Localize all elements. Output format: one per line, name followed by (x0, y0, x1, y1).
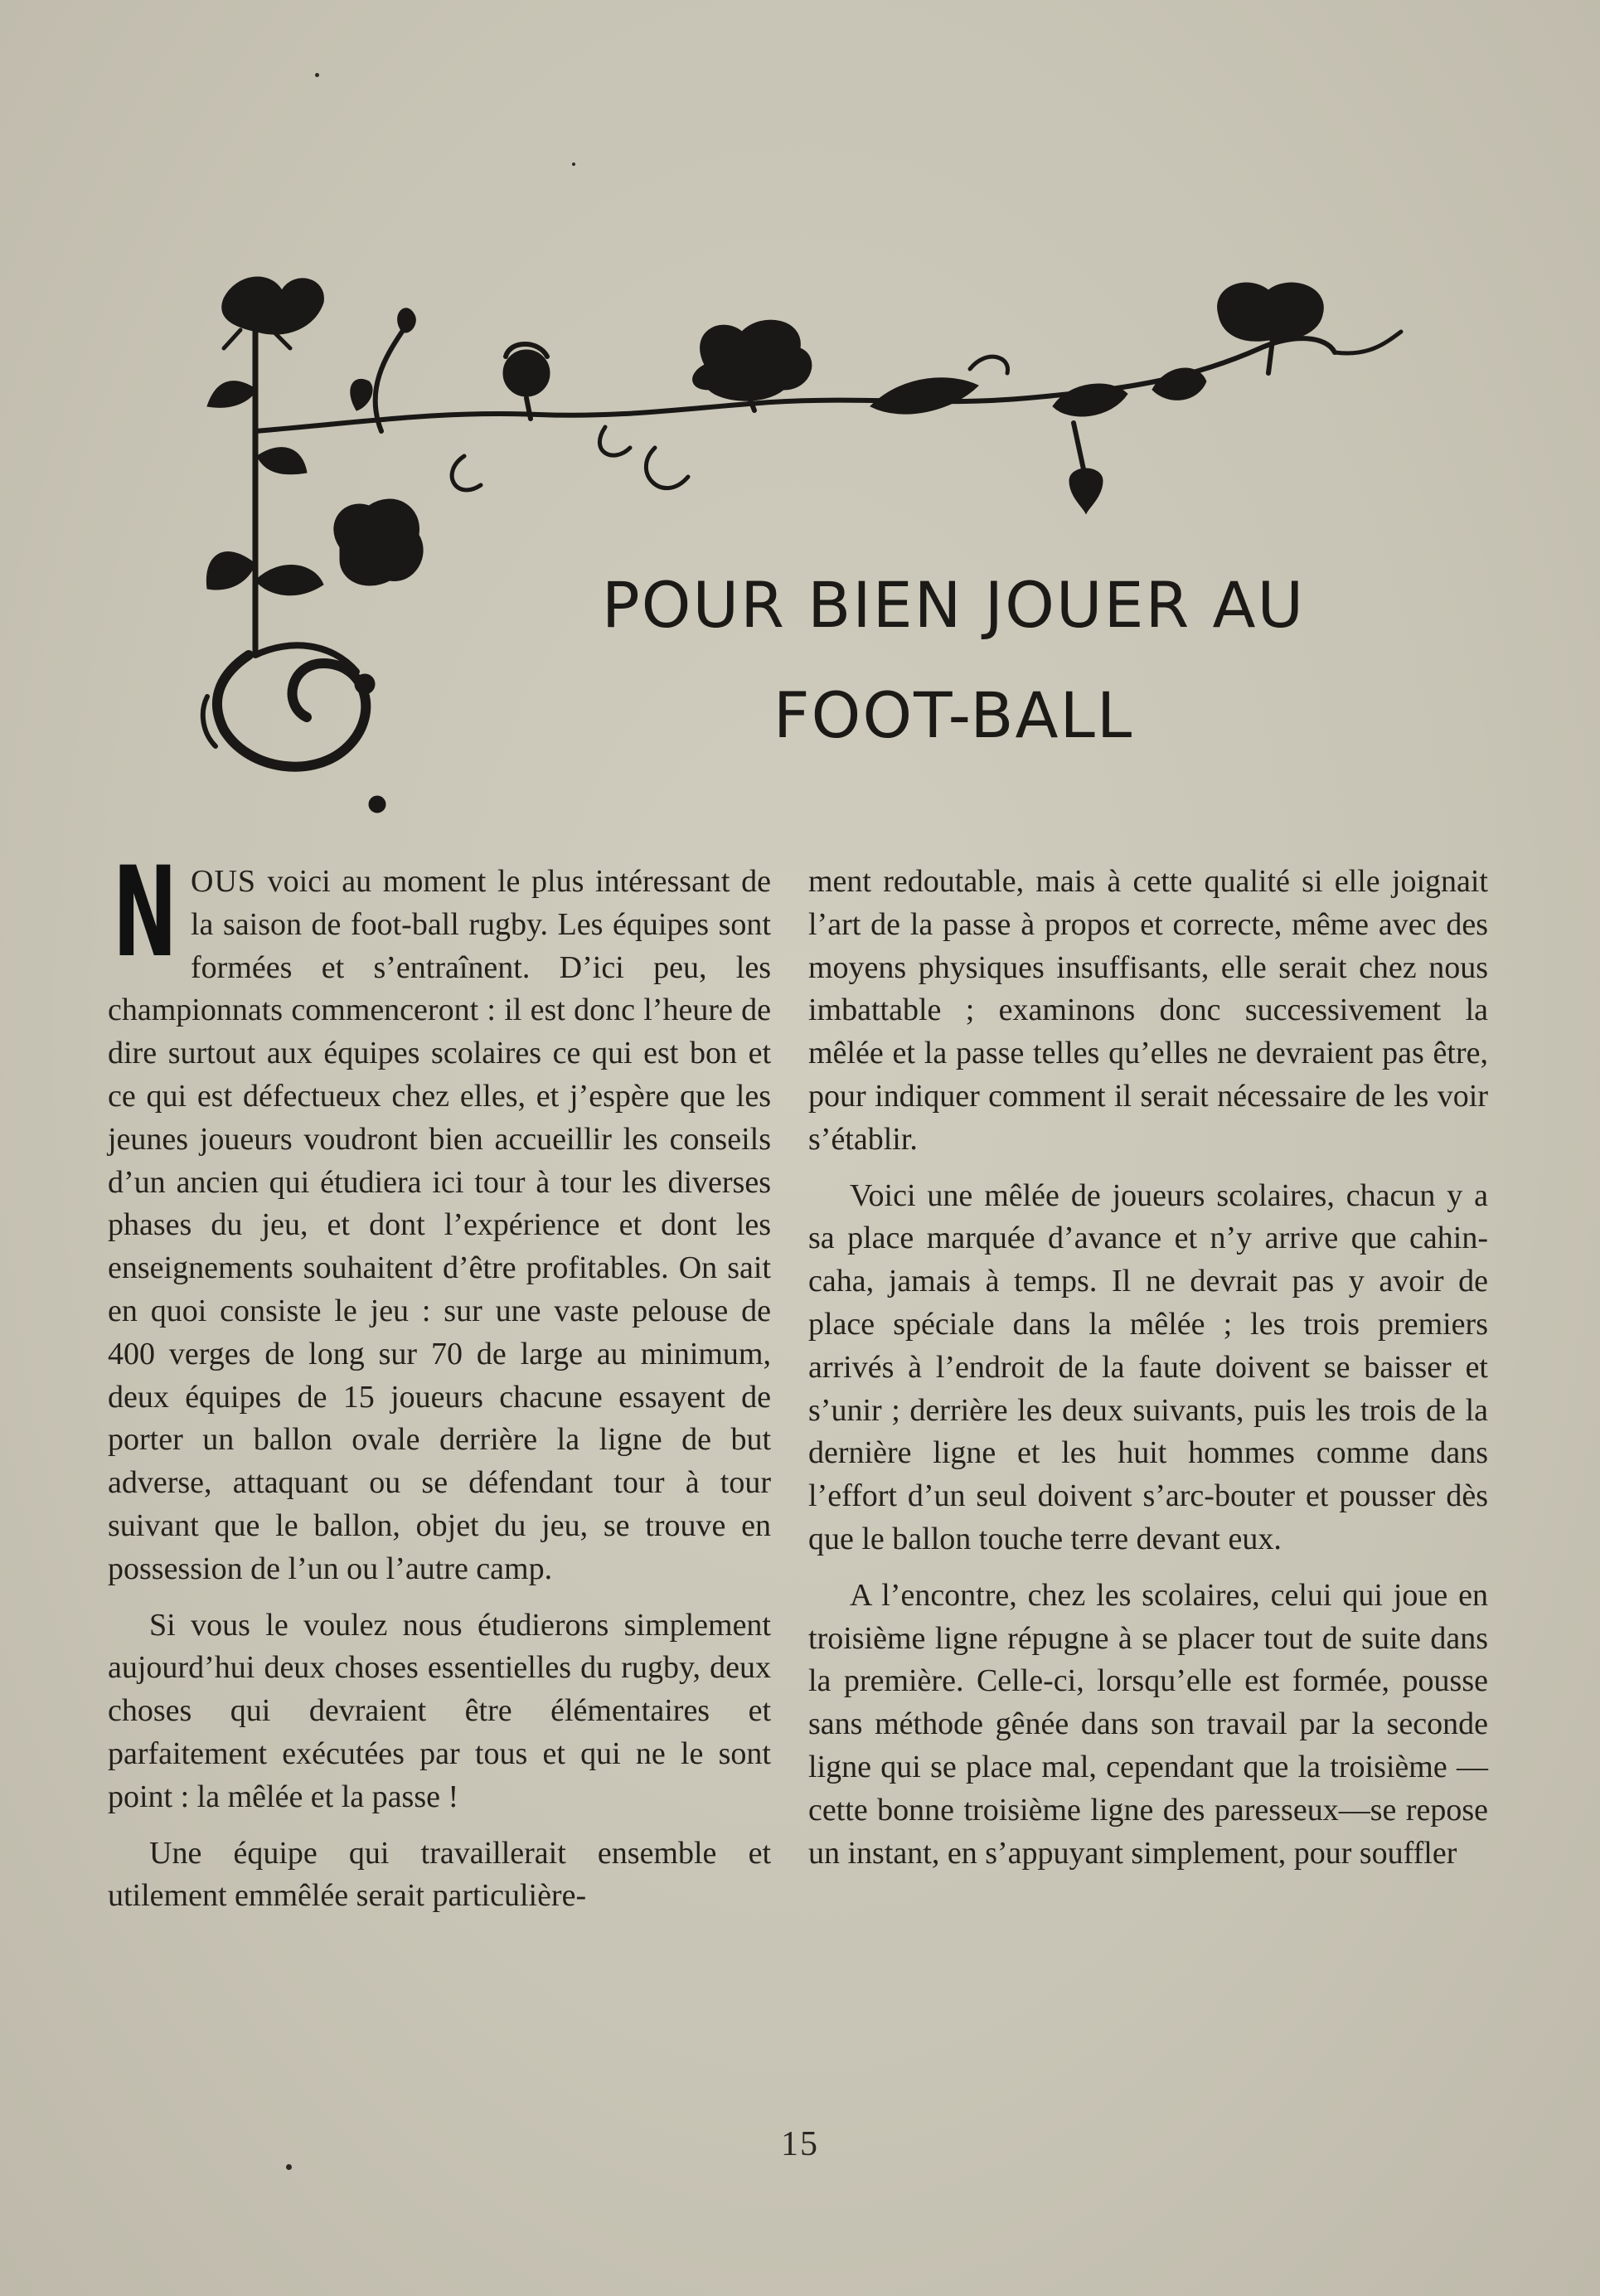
paragraph (108, 841, 771, 1591)
paragraph: Une équipe qui travaillerait ensemble et utilement emmêlée serait particulière- (108, 1835, 771, 1914)
page-title-line-1: POUR BIEN JOUER AU (601, 568, 1306, 642)
paragraph: ment redoutable, mais à cette qualité si elle joignait l’art de la passe à propos et correcte, même avec des moyens physiques insuffisants, elle serait chez nous imbattable ; examinons donc successivement la mêlée et la passe telles qu’elles ne devraient pas être, pour indiquer comment il serait nécessaire de les voir s’établir. (808, 864, 1488, 1157)
paragraph: Voici une mêlée de joueurs scolaires, chacun y a sa place marquée d’avance et n’y arrive que cahin-caha, jamais à temps. Il ne devrait pas y avoir de place spéciale dans la mêlée ; les trois premiers arrivés à l’endroit de la faute doivent se baisser et s’unir ; derrière les deux suivants, puis les trois de la dernière ligne et les huit hommes comme dans l’effort d’un seul doivent s’arc-bouter et pousser dès que le ballon touche terre devant eux. (808, 1177, 1488, 1556)
paper-speck (286, 2164, 292, 2170)
article-column-right (808, 861, 1488, 1875)
paragraph: Si vous le voulez nous étudierons simplement aujourd’hui deux choses essentielles du rugby, deux choses qui devraient être élémentaires et parfaitement exécutées par tous et qui ne le sont point : la mêlée et la passe ! (108, 1607, 771, 1814)
first-word: OUS (191, 864, 257, 899)
paper-speck (572, 163, 575, 166)
drop-cap: N (113, 841, 177, 985)
article-column-left (108, 841, 771, 1918)
page-title-line-2: FOOT-BALL (773, 678, 1134, 752)
paper-speck (315, 73, 319, 77)
page-number: 15 (781, 2125, 819, 2163)
paragraph-text: voici au moment le plus intéressant de la saison de foot-ball rugby. Les équipes sont formées et s’entraînent. D’ici peu, les championnats commenceront : il est donc l’heure de dire surtout aux équipes scolaires ce qui est bon et ce qui est défectueux chez elles, et j’espère que les jeunes joueurs voudront bien accueillir les conseils d’un ancien qui étudiera ici tour à tour les diverses phases du jeu, et dont l’expérience et dont les enseignements souhaitent d’être profitables. On sait en quoi consiste le jeu : sur une vaste pelouse de 400 verges de long sur 70 de large au minimum, deux équipes de 15 joueurs chacune essayent de porter un ballon ovale derrière la ligne de but adverse, attaquant ou se défendant tour à tour suivant que le ballon, objet du jeu, se trouve en possession de l’un ou l’autre camp. (108, 864, 771, 1586)
paragraph: A l’encontre, chez les scolaires, celui qui joue en troisième ligne répugne à se placer tout de suite dans la première. Celle-ci, lorsqu’elle est formée, pousse sans méthode gênée dans son travail par la seconde ligne qui se place mal, cependant que la troisième — cette bonne troisième ligne des paresseux—se repose un instant, en s’appuyant simplement, pour souffler (808, 1577, 1488, 1871)
